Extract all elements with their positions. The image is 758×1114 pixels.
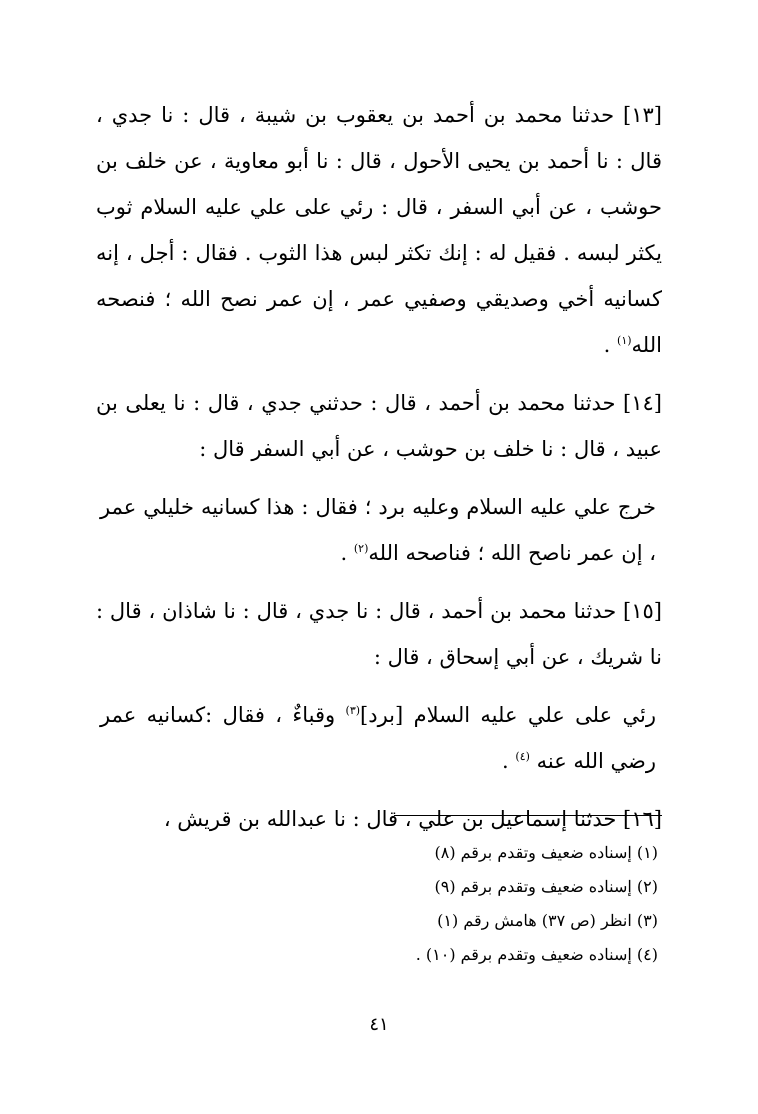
quote-14	[96, 484, 662, 576]
paragraph-13-tail: .	[603, 333, 618, 357]
paragraph-15-text: [١٥] حدثنا محمد بن أحمد ، قال : نا جدي ، قال : نا شاذان ، قال : نا شريك ، عن أبي إسحاق ، قال :	[96, 599, 662, 669]
footnote-ref-1[interactable]: (١)	[617, 334, 632, 347]
footnote-ref-2[interactable]: (٢)	[353, 542, 369, 555]
footnote-2: (٢) إسناده ضعيف وتقدم برقم (٩)	[434, 877, 658, 896]
paragraph-14	[96, 380, 662, 472]
quote-14-tail: .	[340, 541, 354, 565]
footnotes-list	[98, 836, 658, 972]
footnote-3: (٣) انظر (ص ٣٧) هامش رقم (١)	[437, 911, 658, 930]
footnote-ref-4[interactable]: (٤)	[515, 750, 530, 763]
footnote-1: (١) إسناده ضعيف وتقدم برقم (٨)	[434, 843, 658, 862]
quote-15-part1: رئي على علي عليه السلام [برد]	[360, 703, 656, 727]
quote-15-part2: وقباءٌ ، فقال :كسانيه عمر رضي الله عنه	[100, 703, 656, 773]
quote-15-tail: .	[502, 749, 516, 773]
quote-14-text: خرج علي عليه السلام وعليه برد ؛ فقال : هذا كسانيه خليلي عمر ، إن عمر ناصح الله ؛ فناصحه الله	[100, 495, 656, 565]
paragraph-16-text: [١٦] حدثنا إسماعيل بن علي ، قال : نا عبدالله بن قريش ،	[163, 807, 662, 831]
paragraph-13	[96, 92, 662, 368]
page-number: ٤١	[369, 1014, 389, 1035]
footnote-4: (٤) إسناده ضعيف وتقدم برقم (١٠) .	[415, 945, 658, 964]
footnote-ref-3[interactable]: (٣)	[345, 704, 361, 717]
paragraph-13-text: [١٣] حدثنا محمد بن أحمد بن يعقوب بن شيبة ، قال : نا جدي ، قال : نا أحمد بن يحيى الأحول ، قال : نا أبو معاوية ، عن خلف بن حوشب ، عن أبي السفر ، قال : رئي على علي عليه السلام ثوب يكثر لبسه . فقيل له : إنك تكثر لبس هذا الثوب . فقال : أجل ، إنه كسانيه أخي وصديقي وصفيي عمر ، إن عمر نصح الله ؛ فنصحه الله	[96, 103, 662, 357]
paragraph-14-text: [١٤] حدثنا محمد بن أحمد ، قال : حدثني جدي ، قال : نا يعلى بن عبيد ، قال : نا خلف بن حوشب ، عن أبي السفر قال :	[96, 391, 662, 461]
paragraph-15	[96, 588, 662, 680]
quote-15	[96, 692, 662, 784]
footnote-divider	[394, 815, 662, 816]
